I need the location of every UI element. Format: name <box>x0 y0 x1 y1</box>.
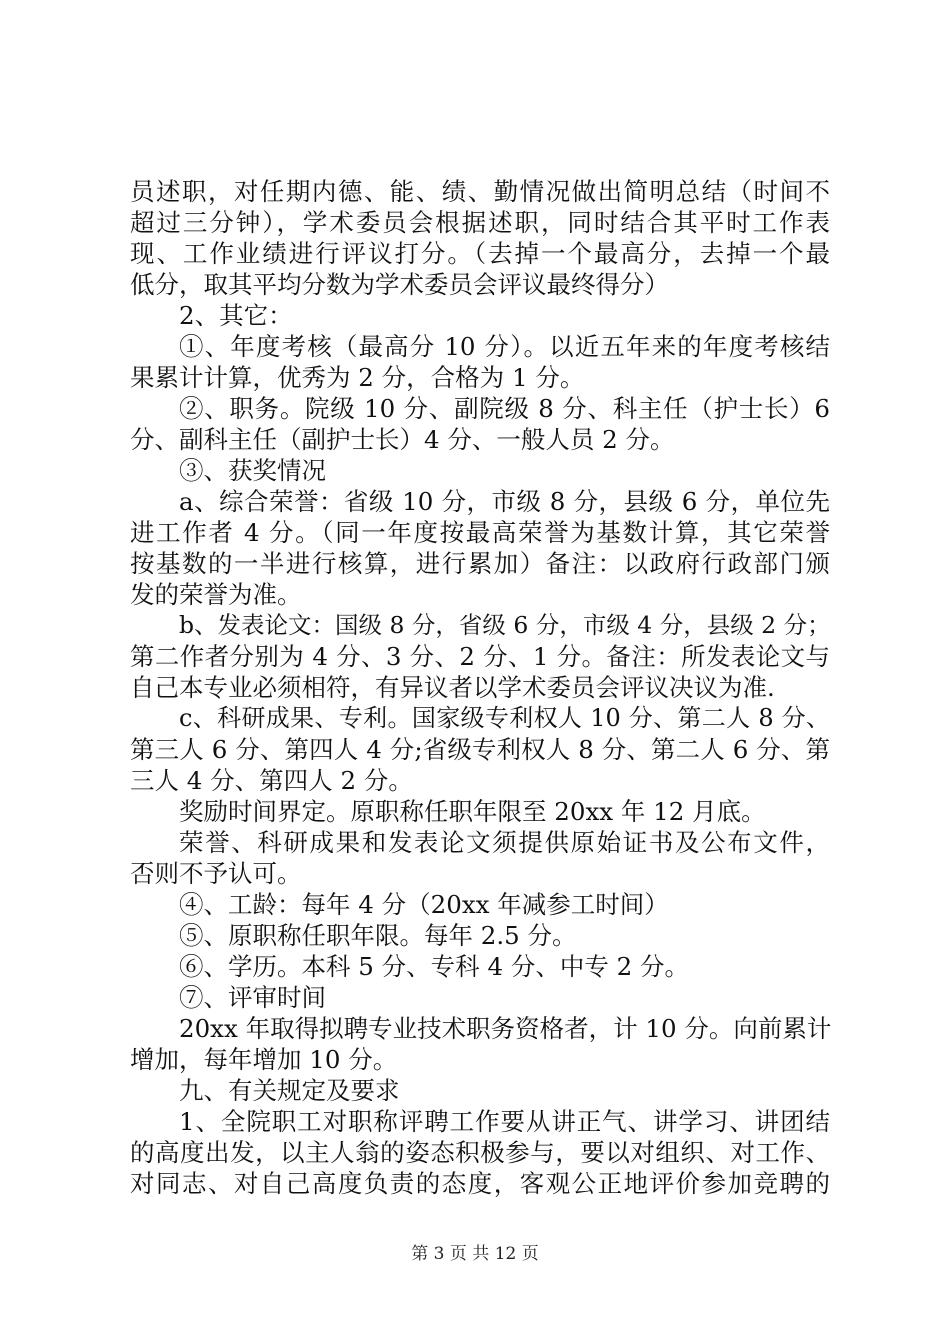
text-line: b、发表论文：国级 8 分，省级 6 分，市级 4 分，县级 2 分； <box>179 611 831 639</box>
text-line: 低分，取其平均分数为学术委员会评议最终得分） <box>130 270 669 299</box>
text-line: ③、获奖情况 <box>179 456 326 485</box>
text-line: 超过三分钟），学术委员会根据述职，同时结合其平时工作表 <box>130 208 830 237</box>
text-line: ⑦、评审时间 <box>179 983 326 1012</box>
text-line: 第三人 6 分、第四人 4 分;省级专利权人 8 分、第二人 6 分、第 <box>130 735 830 764</box>
text-line: 自己本专业必须相符，有异议者以学术委员会评议决议为准. <box>130 673 775 702</box>
document-body <box>130 176 830 1199</box>
text-line: ⑤、原职称任职年限。每年 2.5 分。 <box>179 921 577 950</box>
text-line: 2、其它： <box>179 301 293 330</box>
text-line: 对同志、对自己高度负责的态度，客观公正地评价参加竞聘的 <box>130 1169 830 1198</box>
text-line: 增加，每年增加 10 分。 <box>130 1045 398 1074</box>
text-line: 1、全院职工对职称评聘工作要从讲正气、讲学习、讲团结 <box>179 1107 830 1136</box>
text-line: 进工作者 4 分。（同一年度按最高荣誉为基数计算，其它荣誉 <box>130 518 830 547</box>
text-line: 三人 4 分、第四人 2 分。 <box>130 766 413 795</box>
text-line: 现、工作业绩进行评议打分。（去掉一个最高分，去掉一个最 <box>130 239 830 268</box>
text-line: 九、有关规定及要求 <box>179 1076 400 1105</box>
text-line: a、综合荣誉：省级 10 分，市级 8 分，县级 6 分，单位先 <box>179 487 830 516</box>
text-line: ⑥、学历。本科 5 分、专科 4 分、中专 2 分。 <box>179 952 689 981</box>
text-line: 分、副科主任（副护士长）4 分、一般人员 2 分。 <box>130 425 675 454</box>
text-line: 的高度出发，以主人翁的姿态积极参与，要以对组织、对工作、 <box>130 1138 830 1167</box>
text-line: 否则不予认可。 <box>130 859 302 888</box>
text-line: ①、年度考核（最高分 10 分）。以近五年来的年度考核结 <box>179 332 830 361</box>
text-line: ④、工龄：每年 4 分（20xx 年减参工时间） <box>179 890 669 919</box>
text-line: 发的荣誉为准。 <box>130 580 302 609</box>
text-line: 第二作者分别为 4 分、3 分、2 分、1 分。备注：所发表论文与 <box>130 642 830 671</box>
text-line: c、科研成果、专利。国家级专利权人 10 分、第二人 8 分、 <box>179 704 830 732</box>
page-footer: 第 3 页 共 12 页 <box>411 1244 539 1264</box>
text-line: 荣誉、科研成果和发表论文须提供原始证书及公布文件， <box>179 828 830 857</box>
text-line: 员述职，对任期内德、能、绩、勤情况做出简明总结（时间不 <box>130 177 830 206</box>
text-line: 奖励时间界定。原职称任职年限至 20xx 年 12 月底。 <box>179 797 766 826</box>
text-line: ②、职务。院级 10 分、副院级 8 分、科主任（护士长）6 <box>179 394 830 423</box>
text-line: 按基数的一半进行核算，进行累加）备注：以政府行政部门颁 <box>130 549 830 578</box>
text-line: 果累计计算，优秀为 2 分，合格为 1 分。 <box>130 363 585 392</box>
text-line: 20xx 年取得拟聘专业技术职务资格者，计 10 分。向前累计 <box>179 1014 832 1043</box>
